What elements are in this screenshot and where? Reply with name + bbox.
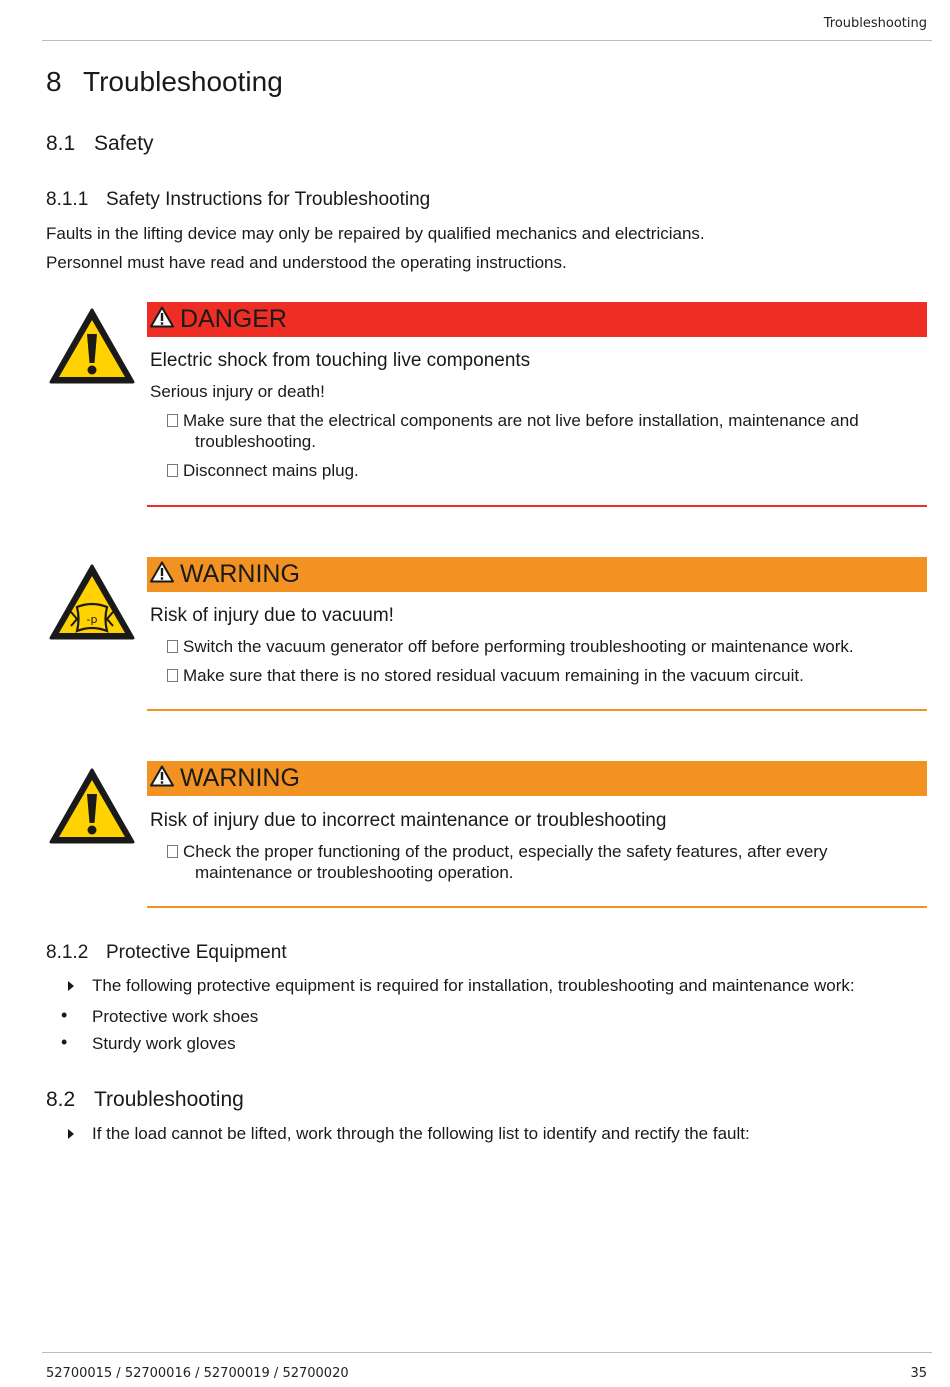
header-rule: [42, 40, 932, 41]
warning-triangle-icon: [150, 306, 174, 328]
measure-item: [167, 636, 854, 657]
running-header: Troubleshooting: [823, 16, 927, 31]
warning-banner: [147, 761, 927, 796]
section-number: 8.2: [46, 1088, 76, 1111]
measure-text: Make sure that the electrical components are not live before installation, maintenance and: [183, 411, 859, 430]
danger-banner: [147, 302, 927, 337]
measure-text-continued: maintenance or troubleshooting operation.: [195, 863, 514, 882]
footer-rule: [42, 1352, 932, 1353]
signal-word: DANGER: [180, 305, 287, 333]
measure-item: [167, 665, 804, 686]
bullet-icon: •: [61, 1005, 68, 1025]
measure-text: Disconnect mains plug.: [183, 461, 359, 480]
measure-text: Check the proper functioning of the product, especially the safety features, after every: [183, 842, 828, 861]
subsection-heading-instructions: [46, 189, 430, 211]
paragraph: Faults in the lifting device may only be repaired by qualified mechanics and electricians.: [46, 224, 705, 243]
section-number: 8.1: [46, 132, 76, 155]
section-heading-safety: [46, 132, 154, 156]
measure-text: Switch the vacuum generator off before performing troubleshooting or maintenance work.: [183, 637, 854, 656]
checkbox-icon: [167, 414, 178, 427]
measure-item: [167, 410, 859, 452]
vacuum-icon-label: -p: [86, 613, 98, 626]
list-item: Protective work shoes: [92, 1007, 259, 1026]
list-item: Sturdy work gloves: [92, 1034, 236, 1053]
instruction-step: The following protective equipment is required for installation, troubleshooting and maintenance work:: [92, 976, 855, 995]
checkbox-icon: [167, 669, 178, 682]
signal-word: WARNING: [180, 764, 300, 792]
subsection-title: Protective Equipment: [106, 942, 287, 963]
warning-triangle-icon: [150, 765, 174, 787]
general-warning-icon: [48, 767, 136, 845]
triangle-right-icon: [67, 1128, 75, 1140]
chapter-heading: [46, 66, 283, 98]
section-title: Troubleshooting: [94, 1088, 244, 1111]
hazard-title: Electric shock from touching live components: [150, 350, 531, 371]
section-title: Safety: [94, 132, 154, 155]
chapter-title: Troubleshooting: [83, 66, 283, 97]
hazard-title: Risk of injury due to incorrect maintenance or troubleshooting: [150, 810, 667, 831]
notice-end-rule: [147, 906, 927, 908]
general-warning-icon: [48, 307, 136, 385]
warning-triangle-icon: [150, 561, 174, 583]
checkbox-icon: [167, 640, 178, 653]
paragraph: Personnel must have read and understood the operating instructions.: [46, 253, 567, 272]
measure-item: [167, 460, 359, 481]
notice-end-rule: [147, 505, 927, 507]
bullet-icon: •: [61, 1032, 68, 1052]
notice-end-rule: [147, 709, 927, 711]
subsection-title: Safety Instructions for Troubleshooting: [106, 189, 431, 210]
section-heading-troubleshooting: [46, 1088, 244, 1112]
subsection-number: 8.1.2: [46, 942, 89, 963]
subsection-heading-equipment: [46, 942, 287, 964]
chapter-number: 8: [46, 66, 62, 97]
measure-text: Make sure that there is no stored residual vacuum remaining in the vacuum circuit.: [183, 666, 804, 685]
triangle-right-icon: [67, 980, 75, 992]
instruction-step: If the load cannot be lifted, work through the following list to identify and rectify the fault:: [92, 1124, 750, 1143]
hazard-consequence: Serious injury or death!: [150, 382, 325, 401]
signal-word: WARNING: [180, 560, 300, 588]
measure-text-continued: troubleshooting.: [195, 432, 316, 451]
checkbox-icon: [167, 845, 178, 858]
vacuum-warning-icon: [48, 563, 136, 641]
hazard-title: Risk of injury due to vacuum!: [150, 605, 394, 626]
footer-page-number: 35: [910, 1366, 927, 1381]
warning-banner: [147, 557, 927, 592]
measure-item: [167, 841, 827, 883]
subsection-number: 8.1.1: [46, 189, 89, 210]
footer-part-numbers: 52700015 / 52700016 / 52700019 / 52700020: [46, 1366, 349, 1381]
checkbox-icon: [167, 464, 178, 477]
